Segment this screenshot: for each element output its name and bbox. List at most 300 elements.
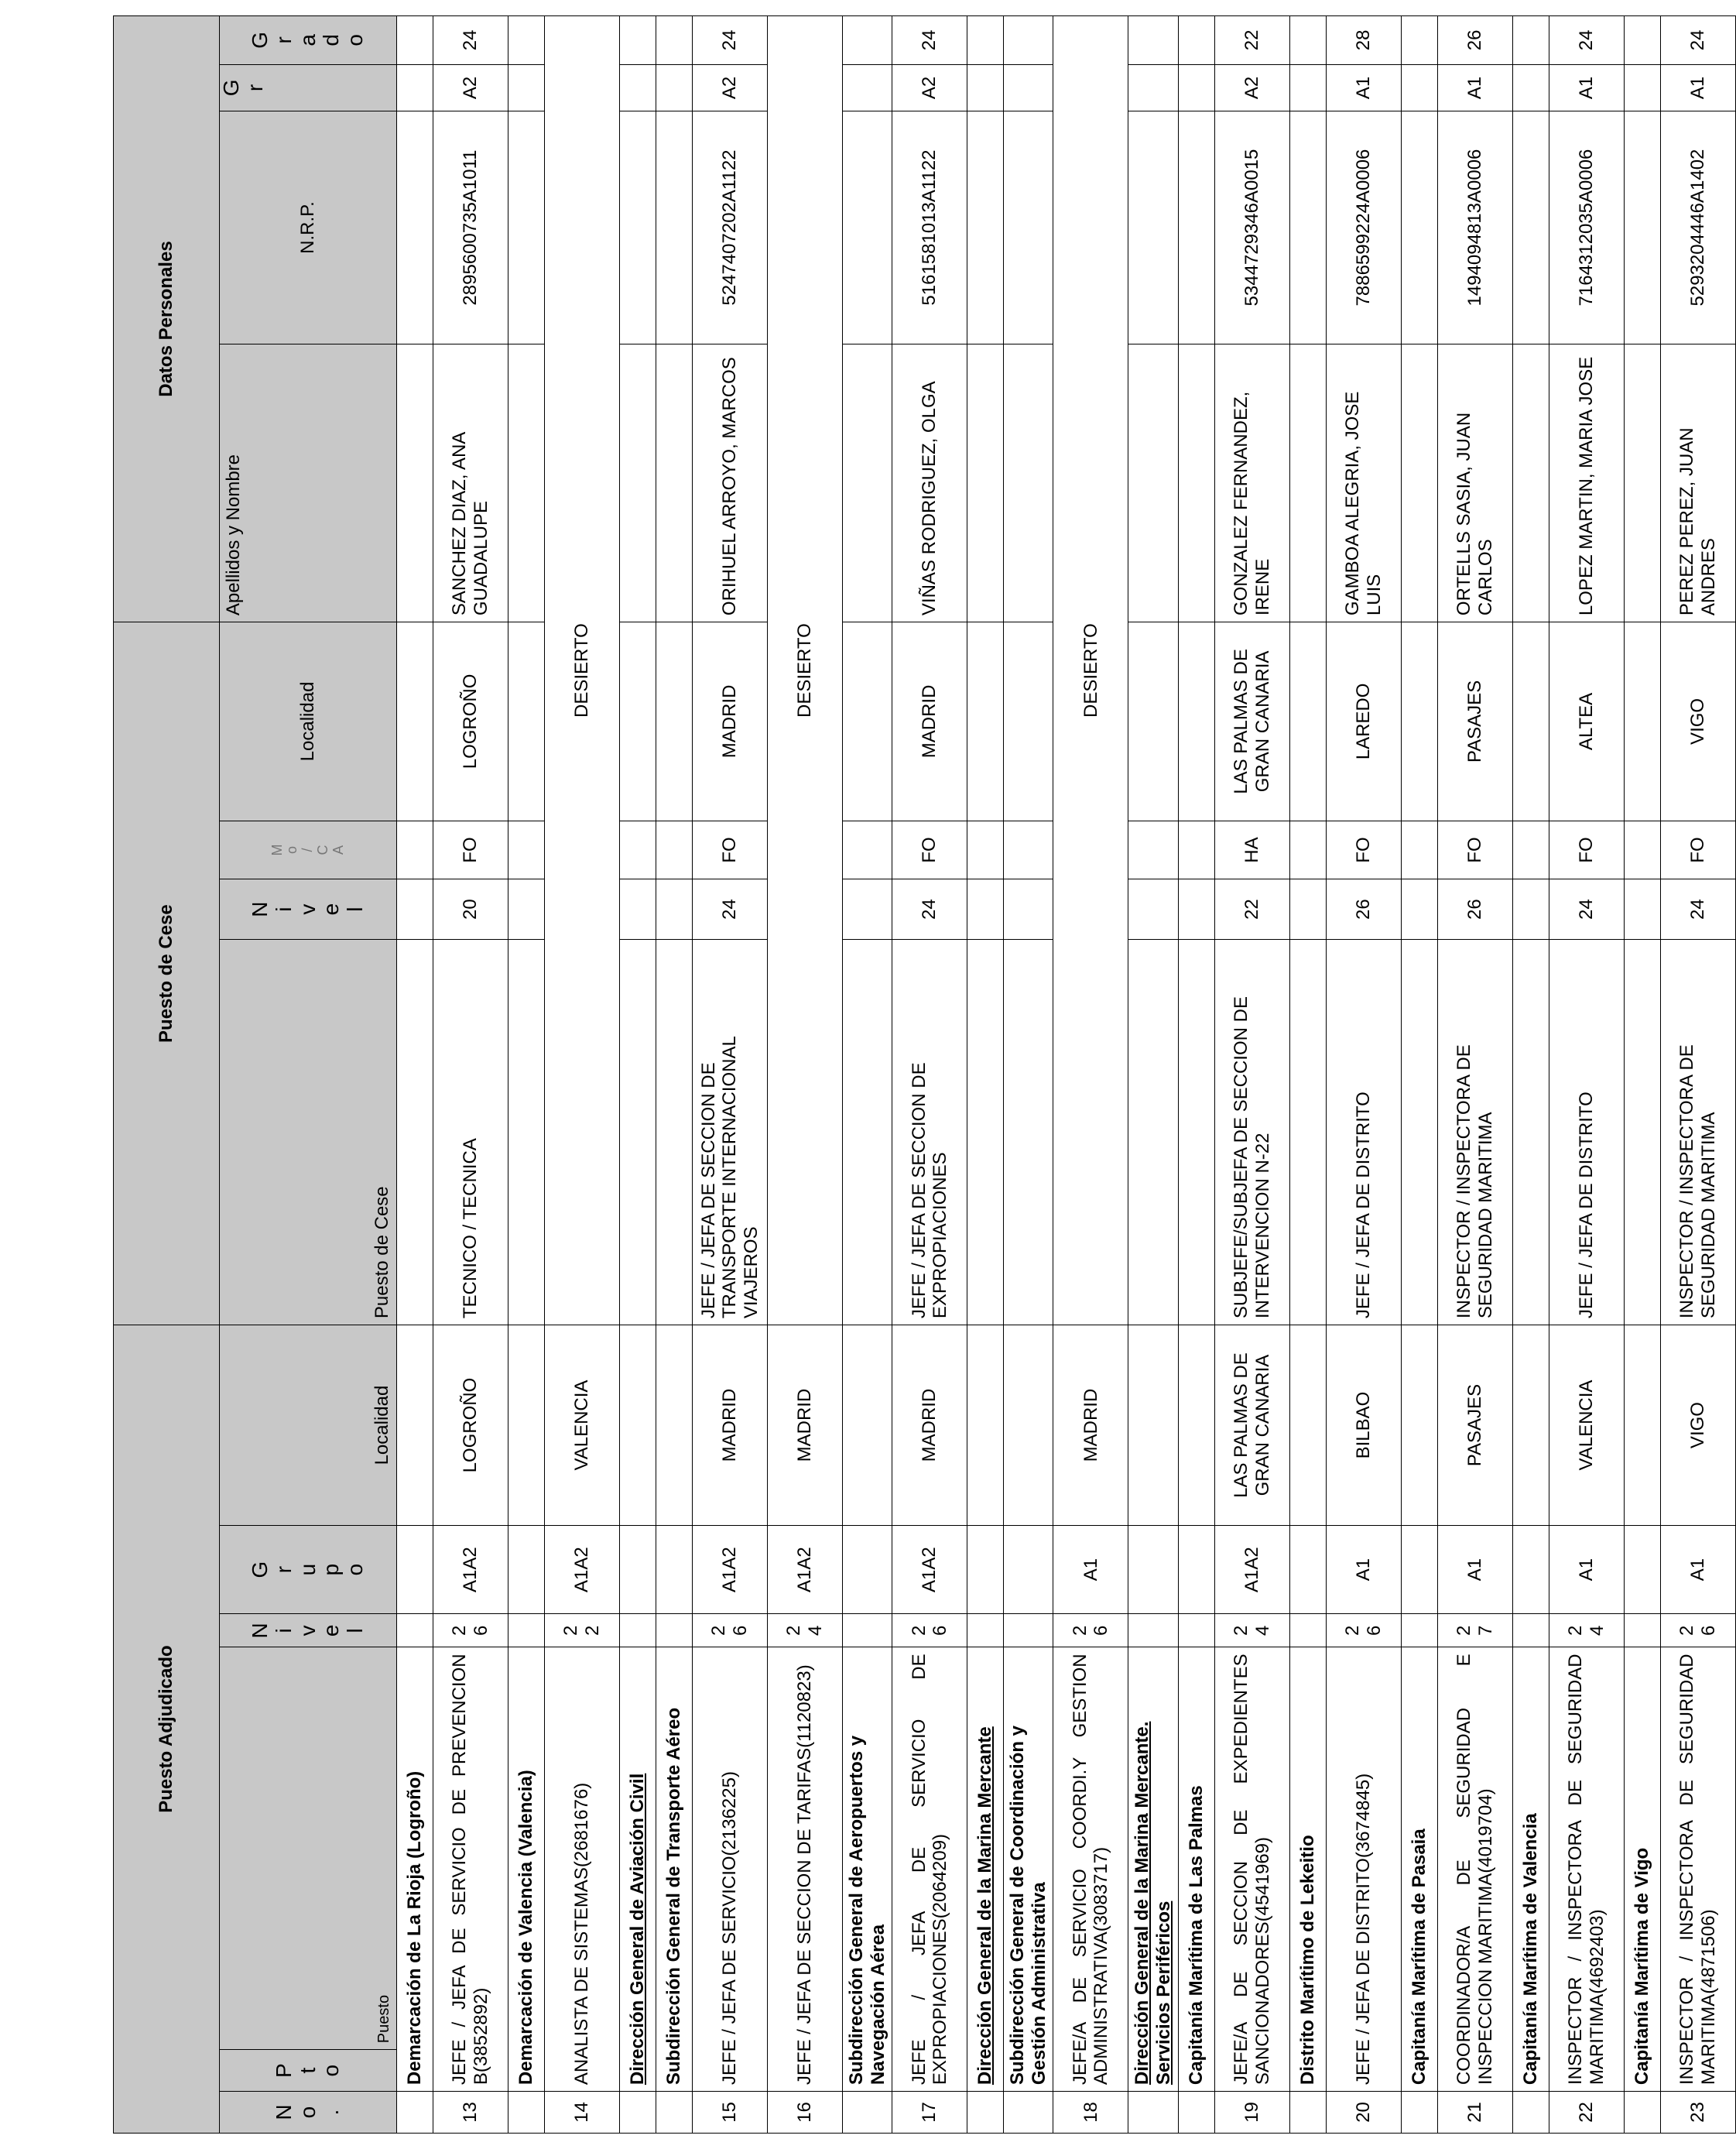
grupo-cell: A1 (1326, 1525, 1401, 1613)
cese-nivel-cell: 24 (892, 879, 967, 940)
pto-header (220, 2050, 397, 2092)
blank-cell (1004, 64, 1053, 111)
cese-localidad-cell: VIGO (1660, 622, 1735, 821)
blank-cell (656, 939, 693, 1325)
row-number: 19 (1214, 2092, 1289, 2134)
blank-cell (1289, 939, 1326, 1325)
section-row (620, 16, 656, 2134)
blank-cell (843, 64, 892, 111)
blank-cell (843, 16, 892, 65)
blank-cell (656, 1614, 693, 1647)
gr-cell: A1 (1326, 64, 1401, 111)
localidad-header: Localidad (220, 1325, 397, 1526)
section-row (1004, 16, 1053, 2134)
section-row (1289, 16, 1326, 2134)
table-row (1437, 16, 1512, 2134)
blank-cell (1004, 821, 1053, 879)
blank-cell (1512, 344, 1549, 622)
cese-localidad-cell: LAS PALMAS DE GRAN CANARIA (1214, 622, 1289, 821)
puesto-adjudicado-header: Puesto Adjudicado (114, 1325, 220, 2134)
blank-cell (620, 1614, 656, 1647)
blank-cell (1128, 879, 1178, 940)
cese-localidad-cell: LAREDO (1326, 622, 1401, 821)
blank-cell (397, 344, 433, 622)
blank-cell (508, 16, 545, 65)
gr-cell: A1 (1549, 64, 1624, 111)
row-number: 20 (1326, 2092, 1401, 2134)
blank-cell (1624, 16, 1660, 65)
nombre-cell: LOPEZ MARTIN, MARIA JOSE (1549, 344, 1624, 622)
blank-cell (656, 821, 693, 879)
blank-cell (1178, 1325, 1214, 1526)
cese-nivel-header (220, 879, 397, 940)
desierto-cell: DESIERTO (545, 16, 620, 1325)
blank-cell (1512, 879, 1549, 940)
blank-cell (967, 1525, 1004, 1613)
header-letter: r (242, 84, 267, 92)
puesto-cell: JEFE/A DE SECCION DE EXPEDIENTES SANCIONADORES(4541969) (1214, 1647, 1289, 2092)
cese-puesto-cell: INSPECTOR / INSPECTORA DE SEGURIDAD MARITIMA (1437, 939, 1512, 1325)
grupo-cell: A1A2 (693, 1525, 768, 1613)
header-letter: o (319, 2064, 344, 2077)
table-row (1660, 16, 1735, 2134)
blank-cell (843, 821, 892, 879)
blank-cell (508, 821, 545, 879)
blank-cell (508, 111, 545, 344)
blank-cell (397, 16, 433, 65)
blank-cell (1004, 1614, 1053, 1647)
header-letter: e (319, 903, 344, 916)
section-title: Capitanía Marítima de Vigo (1624, 1647, 1660, 2092)
gr-cell: A1 (1437, 64, 1512, 111)
gr-cell: A2 (1214, 64, 1289, 111)
blank-cell (1624, 1325, 1660, 1526)
blank-cell (1624, 879, 1660, 940)
blank-cell (397, 939, 433, 1325)
blank-cell (1401, 2092, 1437, 2134)
blank-cell (1289, 64, 1326, 111)
section-row (1624, 16, 1660, 2134)
cese-mov-cell: FO (433, 821, 508, 879)
localidad-cell: MADRID (1053, 1325, 1128, 1526)
blank-cell (508, 939, 545, 1325)
cese-puesto-cell: SUBJEFE/SUBJEFA DE SECCION DE INTERVENCION N-22 (1214, 939, 1289, 1325)
row-number: 21 (1437, 2092, 1512, 2134)
table-row (1214, 16, 1289, 2134)
grupo-cell: A1 (1437, 1525, 1512, 1613)
nivel-cell: 22 (545, 1614, 620, 1647)
blank-cell (1624, 1614, 1660, 1647)
blank-cell (1401, 1614, 1437, 1647)
blank-cell (1289, 16, 1326, 65)
nivel-letters (220, 1614, 396, 1647)
header-letter: G (219, 79, 243, 97)
blank-cell (397, 879, 433, 940)
blank-cell (1178, 821, 1214, 879)
cese-mov-cell: FO (693, 821, 768, 879)
cese-localidad-cell: LOGROÑO (433, 622, 508, 821)
nrp-cell: 2895600735A1011 (433, 111, 508, 344)
nombre-cell: GONZALEZ FERNANDEZ, IRENE (1214, 344, 1289, 622)
blank-cell (843, 344, 892, 622)
blank-cell (967, 879, 1004, 940)
blank-cell (1004, 879, 1053, 940)
table-row (1326, 16, 1401, 2134)
puesto-cell: INSPECTOR / INSPECTORA DE SEGURIDAD MARITIMA(4692403) (1549, 1647, 1624, 2092)
blank-cell (967, 2092, 1004, 2134)
row-number: 14 (545, 2092, 620, 2134)
apellidos-nombre-header: Apellidos y Nombre (220, 344, 397, 622)
blank-cell (1289, 2092, 1326, 2134)
section-row (1178, 16, 1214, 2134)
blank-cell (1624, 821, 1660, 879)
blank-cell (656, 64, 693, 111)
desierto-cell: DESIERTO (768, 16, 843, 1325)
localidad-cell: LAS PALMAS DE GRAN CANARIA (1214, 1325, 1289, 1526)
section-title: Distrito Marítimo de Lekeitio (1289, 1647, 1326, 2092)
section-row (508, 16, 545, 2134)
blank-cell (508, 64, 545, 111)
nivel-cell: 26 (1053, 1614, 1128, 1647)
header-letter: d (319, 34, 344, 46)
grado-cell: 28 (1326, 16, 1401, 65)
localidad-cell: LOGROÑO (433, 1325, 508, 1526)
gr-cell: A2 (433, 64, 508, 111)
row-number: 18 (1053, 2092, 1128, 2134)
section-row (1128, 16, 1178, 2134)
blank-cell (1401, 344, 1437, 622)
nombre-cell: ORTELLS SASIA, JUAN CARLOS (1437, 344, 1512, 622)
cese-mov-cell: FO (1437, 821, 1512, 879)
blank-cell (1128, 2092, 1178, 2134)
blank-cell (1128, 1614, 1178, 1647)
blank-cell (620, 879, 656, 940)
blank-cell (1401, 111, 1437, 344)
grupo-cell: A1 (1053, 1525, 1128, 1613)
grado-letters (220, 16, 396, 64)
blank-cell (508, 1325, 545, 1526)
blank-cell (1401, 1525, 1437, 1613)
cese-localidad-cell: MADRID (693, 622, 768, 821)
row-number: 22 (1549, 2092, 1624, 2134)
localidad-cell: VALENCIA (1549, 1325, 1624, 1526)
nivel-cell: 26 (693, 1614, 768, 1647)
blank-cell (1128, 64, 1178, 111)
blank-cell (397, 1614, 433, 1647)
blank-cell (397, 1325, 433, 1526)
blank-cell (1178, 16, 1214, 65)
blank-cell (1289, 1525, 1326, 1613)
blank-cell (843, 2092, 892, 2134)
blank-cell (620, 16, 656, 65)
localidad-cell: VALENCIA (545, 1325, 620, 1526)
cese-mov-letters (220, 821, 396, 879)
blank-cell (843, 939, 892, 1325)
nivel-cell: 24 (1214, 1614, 1289, 1647)
table-row (693, 16, 768, 2134)
header-letter: C (314, 845, 330, 855)
blank-cell (1289, 111, 1326, 344)
header-letter: l (343, 907, 368, 912)
cese-puesto-cell: JEFE / JEFA DE SECCION DE EXPROPIACIONES (892, 939, 967, 1325)
blank-cell (656, 16, 693, 65)
blank-cell (1401, 939, 1437, 1325)
blank-cell (1289, 879, 1326, 940)
blank-cell (1178, 939, 1214, 1325)
section-row (967, 16, 1004, 2134)
desierto-cell: DESIERTO (1053, 16, 1128, 1325)
n-order-header (220, 2092, 397, 2134)
cese-puesto-cell: JEFE / JEFA DE SECCION DE TRANSPORTE INTERNACIONAL VIAJEROS (693, 939, 768, 1325)
blank-cell (397, 111, 433, 344)
blank-cell (620, 2092, 656, 2134)
blank-cell (508, 1525, 545, 1613)
header-letter: i (271, 907, 296, 912)
blank-cell (1004, 939, 1053, 1325)
nombre-cell: SANCHEZ DIAZ, ANA GUADALUPE (433, 344, 508, 622)
blank-cell (620, 64, 656, 111)
cese-puesto-cell: INSPECTOR / INSPECTORA DE SEGURIDAD MARITIMA (1660, 939, 1735, 1325)
localidad-cell: PASAJES (1437, 1325, 1512, 1526)
blank-cell (1401, 1325, 1437, 1526)
blank-cell (397, 64, 433, 111)
section-title: Demarcación de Valencia (Valencia) (508, 1647, 545, 2092)
section-title: Dirección General de la Marina Mercante. Servicios Periféricos (1128, 1647, 1178, 2092)
section-title: Subdirección General de Aeropuertos y Navegación Aérea (843, 1647, 892, 2092)
blank-cell (967, 1325, 1004, 1526)
header-letter: N (271, 2104, 296, 2120)
header-letter: r (271, 36, 296, 44)
puesto-cell: JEFE / JEFA DE SECCION DE TARIFAS(1120823) (768, 1647, 843, 2092)
blank-cell (1401, 821, 1437, 879)
blank-cell (508, 1614, 545, 1647)
nrp-cell: 5161581013A1122 (892, 111, 967, 344)
blank-cell (1128, 16, 1178, 65)
puesto-cell: JEFE / JEFA DE DISTRITO(3674845) (1326, 1647, 1401, 2092)
cese-nivel-cell: 24 (1549, 879, 1624, 940)
grado-header (220, 16, 397, 65)
nrp-header: N.R.P. (220, 111, 397, 344)
cese-nivel-cell: 24 (693, 879, 768, 940)
blank-cell (1401, 879, 1437, 940)
header-letter: N (248, 1623, 272, 1639)
header-letter: p (319, 1563, 344, 1576)
grado-cell: 24 (433, 16, 508, 65)
blank-cell (967, 1614, 1004, 1647)
nivel-cell: 26 (892, 1614, 967, 1647)
blank-cell (1004, 2092, 1053, 2134)
cese-mov-cell: FO (892, 821, 967, 879)
section-title: Dirección General de Aviación Civil (620, 1647, 656, 2092)
blank-cell (1128, 1525, 1178, 1613)
blank-cell (1178, 622, 1214, 821)
puesto-cese-header: Puesto de Cese (220, 939, 397, 1325)
nivel-cell: 24 (768, 1614, 843, 1647)
blank-cell (620, 939, 656, 1325)
gr-cell: A2 (693, 64, 768, 111)
cese-localidad-cell: MADRID (892, 622, 967, 821)
nrp-cell: 5247407202A1122 (693, 111, 768, 344)
section-title: Capitanía Marítima de Las Palmas (1178, 1647, 1214, 2092)
grupo-cell: A1 (1660, 1525, 1735, 1613)
blank-cell (620, 1325, 656, 1526)
nrp-cell: 1494094813A0006 (1437, 111, 1512, 344)
blank-cell (656, 1325, 693, 1526)
puesto-cell: JEFE / JEFA DE SERVICIO DE PREVENCION B(3852892) (433, 1647, 508, 2092)
blank-cell (620, 821, 656, 879)
blank-cell (1512, 622, 1549, 821)
blank-cell (1289, 1325, 1326, 1526)
blank-cell (1624, 344, 1660, 622)
puesto-cell: COORDINADOR/A DE SEGURIDAD E INSPECCION MARITIMA(4019704) (1437, 1647, 1512, 2092)
cese-puesto-cell: JEFE / JEFA DE DISTRITO (1549, 939, 1624, 1325)
blank-cell (508, 2092, 545, 2134)
header-letter: u (295, 1563, 320, 1576)
header-letter: . (319, 2109, 344, 2116)
grupo-cell: A1A2 (545, 1525, 620, 1613)
blank-cell (1401, 16, 1437, 65)
cese-puesto-cell: TECNICO / TECNICA (433, 939, 508, 1325)
blank-cell (967, 939, 1004, 1325)
blank-cell (1004, 622, 1053, 821)
blank-cell (397, 1525, 433, 1613)
blank-cell (1128, 111, 1178, 344)
datos-personales-header: Datos Personales (114, 16, 220, 622)
blank-cell (397, 2092, 433, 2134)
blank-cell (1401, 64, 1437, 111)
blank-cell (843, 1614, 892, 1647)
blank-cell (967, 821, 1004, 879)
blank-cell (1512, 2092, 1549, 2134)
nrp-cell: 5293204446A1402 (1660, 111, 1735, 344)
puesto-header: Puesto (220, 1647, 397, 2050)
grupo-cell: A1 (1549, 1525, 1624, 1613)
section-title: Dirección General de la Marina Mercante (967, 1647, 1004, 2092)
blank-cell (1004, 1325, 1053, 1526)
pto-letters (220, 2050, 396, 2091)
header-letter: i (271, 1628, 296, 1633)
section-title: Subdirección General de Transporte Aéreo (656, 1647, 693, 2092)
section-row (1401, 16, 1437, 2134)
blank-cell (1289, 344, 1326, 622)
nombre-cell: PEREZ PEREZ, JUAN ANDRES (1660, 344, 1735, 622)
blank-cell (1624, 622, 1660, 821)
localidad-cell: MADRID (892, 1325, 967, 1526)
grado-cell: 24 (1549, 16, 1624, 65)
puesto-cell: ANALISTA DE SISTEMAS(2681676) (545, 1647, 620, 2092)
row-number: 23 (1660, 2092, 1735, 2134)
blank-cell (1512, 1525, 1549, 1613)
blank-cell (1178, 344, 1214, 622)
blank-cell (656, 1525, 693, 1613)
header-letter: / (300, 848, 316, 852)
gr-header (220, 64, 397, 111)
grado-cell: 26 (1437, 16, 1512, 65)
blank-cell (1128, 1325, 1178, 1526)
nrp-cell: 7886599224A0006 (1326, 111, 1401, 344)
cese-mov-cell: FO (1660, 821, 1735, 879)
nrp-cell: 7164312035A0006 (1549, 111, 1624, 344)
localidad-cell: MADRID (768, 1325, 843, 1526)
blank-cell (1289, 1614, 1326, 1647)
resolution-table (113, 15, 1736, 2134)
blank-cell (1128, 622, 1178, 821)
cese-mov-cell: HA (1214, 821, 1289, 879)
section-row (397, 16, 433, 2134)
puesto-cell: JEFE / JEFA DE SERVICIO DE EXPROPIACIONES(2064209) (892, 1647, 967, 2092)
nivel-cell: 26 (433, 1614, 508, 1647)
header-letter: G (248, 1561, 272, 1578)
nivel-header (220, 1614, 397, 1647)
blank-cell (843, 879, 892, 940)
row-number: 13 (433, 2092, 508, 2134)
blank-cell (1004, 16, 1053, 65)
table-row-desierto (545, 16, 620, 2134)
section-title: Capitanía Marítima de Valencia (1512, 1647, 1549, 2092)
localidad-cell: VIGO (1660, 1325, 1735, 1526)
n-order-letters (220, 2092, 396, 2133)
puesto-cell: JEFE / JEFA DE SERVICIO(2136225) (693, 1647, 768, 2092)
blank-cell (843, 1325, 892, 1526)
blank-cell (1128, 821, 1178, 879)
blank-cell (1512, 939, 1549, 1325)
table-row (892, 16, 967, 2134)
header-letter: o (284, 846, 300, 855)
blank-cell (967, 111, 1004, 344)
blank-cell (1128, 939, 1178, 1325)
blank-cell (1004, 344, 1053, 622)
blank-cell (620, 111, 656, 344)
blank-cell (656, 622, 693, 821)
localidad-cell: BILBAO (1326, 1325, 1401, 1526)
header-letter: l (343, 1628, 368, 1633)
blank-cell (1512, 16, 1549, 65)
blank-cell (1624, 64, 1660, 111)
nivel-cell: 27 (1437, 1614, 1512, 1647)
blank-cell (1624, 939, 1660, 1325)
grado-cell: 24 (1660, 16, 1735, 65)
blank-cell (1512, 64, 1549, 111)
blank-cell (397, 622, 433, 821)
grupo-cell: A1A2 (1214, 1525, 1289, 1613)
grado-cell: 22 (1214, 16, 1289, 65)
row-number: 16 (768, 2092, 843, 2134)
blank-cell (397, 821, 433, 879)
grupo-letters (220, 1526, 396, 1613)
grupo-cell: A1A2 (768, 1525, 843, 1613)
cese-mov-cell: FO (1549, 821, 1624, 879)
nombre-cell: GAMBOA ALEGRIA, JOSE LUIS (1326, 344, 1401, 622)
row-number: 15 (693, 2092, 768, 2134)
blank-cell (1401, 622, 1437, 821)
header-letter: a (295, 34, 320, 46)
header-letter: o (343, 34, 368, 46)
blank-cell (656, 111, 693, 344)
blank-cell (967, 344, 1004, 622)
table-row (433, 16, 508, 2134)
blank-cell (656, 879, 693, 940)
blank-cell (1178, 879, 1214, 940)
blank-cell (1512, 821, 1549, 879)
gr-cell: A1 (1660, 64, 1735, 111)
cese-nivel-cell: 26 (1437, 879, 1512, 940)
header-letter: o (295, 2106, 320, 2119)
blank-cell (843, 622, 892, 821)
blank-cell (1289, 622, 1326, 821)
puesto-cell: JEFE/A DE SERVICIO COORDI.Y GESTION ADMINISTRATIVA(3083717) (1053, 1647, 1128, 2092)
header-letter: M (269, 844, 285, 856)
blank-cell (508, 879, 545, 940)
